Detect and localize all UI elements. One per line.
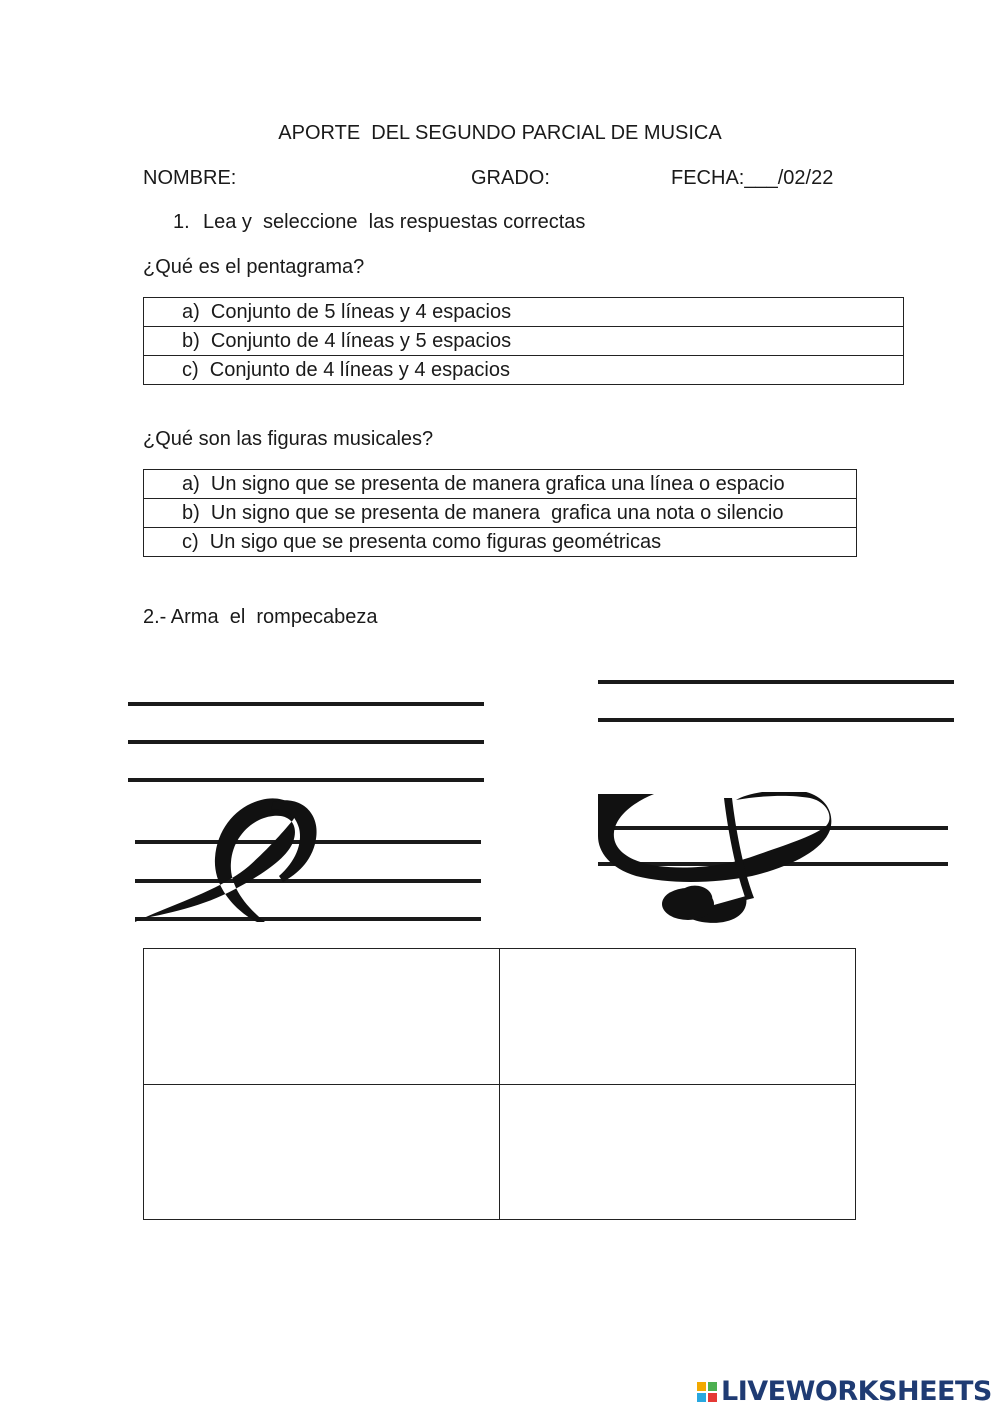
name-label: NOMBRE: <box>143 167 237 189</box>
instruction-text: Lea y seleccione las respuestas correctas <box>203 211 586 233</box>
treble-clef-middle-piece-icon <box>598 792 948 923</box>
option-2c[interactable]: c) Un sigo que se presenta como figuras geométricas <box>144 528 857 557</box>
logo-text: LIVEWORKSHEETS <box>721 1376 992 1407</box>
staff-lines-icon <box>598 682 954 720</box>
puzzle-piece-clef-bottom[interactable] <box>133 792 483 926</box>
question-1-options <box>143 297 904 385</box>
option-1c[interactable]: c) Conjunto de 4 líneas y 4 espacios <box>144 356 904 385</box>
puzzle-drop-cell[interactable] <box>500 1085 855 1219</box>
grade-label: GRADO: <box>471 167 550 189</box>
staff-lines-icon <box>128 704 484 780</box>
puzzle-piece-clef-middle[interactable] <box>596 792 950 928</box>
liveworksheets-logo <box>697 1376 992 1407</box>
question-2-options <box>143 469 857 557</box>
option-2a[interactable]: a) Un signo que se presenta de manera grafica una línea o espacio <box>144 470 857 499</box>
question-2: ¿Qué son las figuras musicales? <box>143 428 434 450</box>
question-1: ¿Qué es el pentagrama? <box>143 256 365 278</box>
puzzle-drop-cell[interactable] <box>144 1085 500 1219</box>
logo-mark-icon <box>697 1382 717 1402</box>
puzzle-drop-cell[interactable] <box>500 949 855 1085</box>
instruction-number: 1. <box>173 211 190 233</box>
option-1b[interactable]: b) Conjunto de 4 líneas y 5 espacios <box>144 327 904 356</box>
puzzle-piece-staff-left[interactable] <box>126 698 486 786</box>
puzzle-grid <box>143 948 856 1220</box>
option-2b[interactable]: b) Un signo que se presenta de manera grafica una nota o silencio <box>144 499 857 528</box>
puzzle-drop-cell[interactable] <box>144 949 500 1085</box>
page-title: APORTE DEL SEGUNDO PARCIAL DE MUSICA <box>278 122 722 144</box>
section-2-instruction: 2.- Arma el rompecabeza <box>143 606 378 628</box>
option-1a[interactable]: a) Conjunto de 5 líneas y 4 espacios <box>144 298 904 327</box>
treble-clef-bottom-piece-icon <box>135 798 481 922</box>
puzzle-piece-staff-right[interactable] <box>596 676 956 726</box>
date-label: FECHA:___/02/22 <box>671 167 834 189</box>
